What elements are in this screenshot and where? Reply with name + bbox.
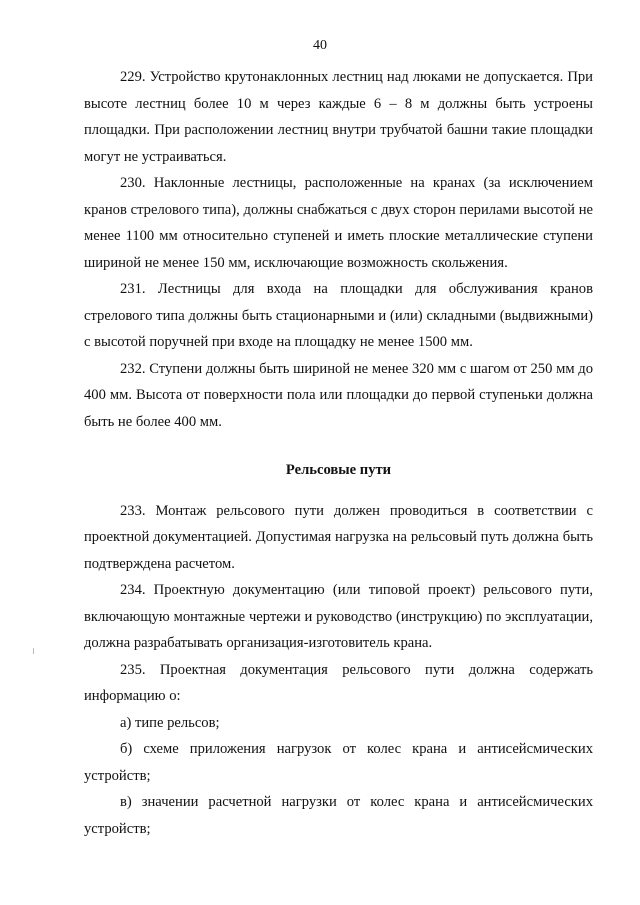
scan-edge-mark [33, 648, 34, 654]
list-item-a: а) типе рельсов; [120, 714, 220, 731]
list-item-b: б) схеме приложения нагрузок от колес крана и антисейсмических устройств; [84, 741, 593, 784]
page-number: 40 [313, 38, 327, 53]
paragraph-229: 229. Устройство крутонаклонных лестниц над люками не допускается. При высоте лестниц более 10 м через каждые 6 – 8 м должны быть устроены площадки. При расположении лестниц внутри трубчатой башни такие площадки могут не устраиваться. [84, 69, 593, 165]
list-item-c: в) значении расчетной нагрузки от колес крана и антисейсмических устройств; [84, 794, 593, 837]
paragraph-234: 234. Проектную документацию (или типовой проект) рельсового пути, включающую монтажные чертежи и руководство (инструкцию) по эксплуатации, должна разрабатывать организация-изготовитель крана. [84, 582, 593, 651]
section-heading: Рельсовые пути [285, 462, 392, 478]
page-content [84, 64, 593, 842]
paragraph-235: 235. Проектная документация рельсового пути должна содержать информацию о: [84, 661, 593, 704]
paragraph-232: 232. Ступени должны быть шириной не менее 320 мм с шагом от 250 мм до 400 мм. Высота от поверхности пола или площадки до первой ступеньки должна быть не более 400 мм. [84, 360, 593, 430]
paragraph-231: 231. Лестницы для входа на площадки для обслуживания кранов стрелового типа должны быть стационарными и (или) складными (выдвижными) с высотой поручней при входе на площадку не менее 1500 мм. [84, 281, 593, 350]
paragraph-230: 230. Наклонные лестницы, расположенные на кранах (за исключением кранов стрелового типа), должны снабжаться с двух сторон перилами высотой не менее 1100 мм относительно ступеней и иметь плоские металлические ступени шириной не менее 150 мм, исключающие возможность скольжения. [84, 175, 593, 271]
paragraph-233: 233. Монтаж рельсового пути должен проводиться в соответствии с проектной документацией. Допустимая нагрузка на рельсовый путь должна быть подтверждена расчетом. [84, 502, 593, 572]
